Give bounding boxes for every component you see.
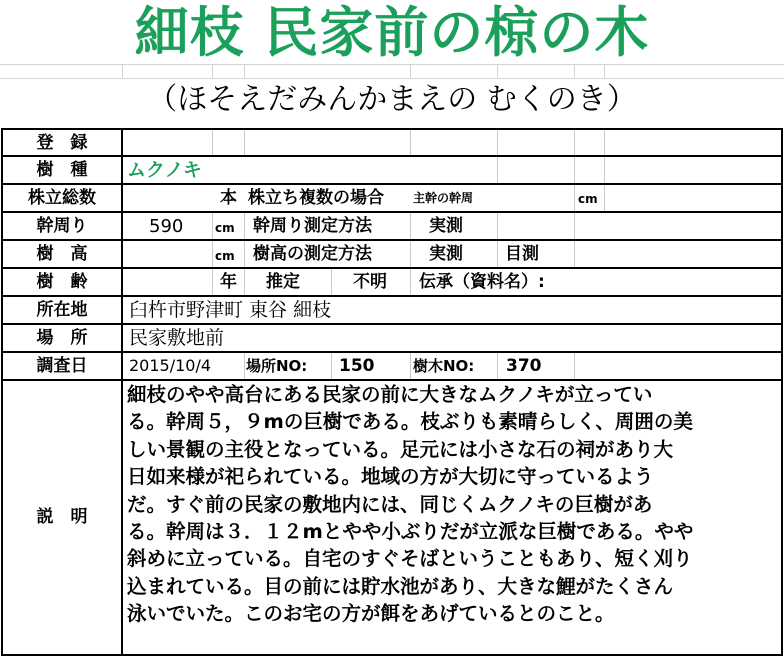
label-species: 樹 種 [36, 160, 88, 180]
age-unknown: 不明 [353, 272, 387, 292]
grid-line [0, 78, 784, 79]
border [1, 654, 783, 656]
girth-method-label: 幹周り測定方法 [253, 216, 372, 236]
girth-value: 590 [149, 216, 184, 237]
label-description: 説 明 [36, 507, 88, 527]
species-value: ムクノキ [127, 159, 202, 181]
survey-date-value: 2015/10/4 [129, 356, 212, 375]
grid-line [574, 352, 575, 380]
trunk-count-unit: 本 [220, 188, 237, 208]
place-no-label: 場所NO: [246, 357, 308, 375]
border [781, 128, 783, 656]
tree-no-value: 370 [506, 356, 542, 376]
description-line: 込まれている。目の前には貯水池があり、大きな鯉がたくさん [127, 574, 674, 598]
description-line: しい景観の主役となっている。足元には小さな石の祠があり大 [127, 437, 674, 461]
tree-no-label: 樹木NO: [413, 357, 475, 375]
grid-line [122, 64, 123, 79]
age-unit: 年 [220, 272, 237, 292]
grid-line [574, 128, 575, 268]
multi-trunk-label: 株立ち複数の場合 [248, 188, 384, 208]
grid-line [331, 352, 332, 380]
description-line: る。幹周は３．１２mとやや小ぶりだが立派な巨樹である。やや [127, 520, 694, 544]
label-age: 樹 齢 [36, 272, 88, 292]
main-trunk-unit: cm [578, 192, 598, 206]
main-trunk-girth-label: 主幹の幹周 [413, 191, 474, 205]
label-survey-date: 調査日 [36, 356, 88, 376]
girth-method-value: 実測 [429, 216, 463, 236]
age-tradition: 伝承（資料名）: [419, 272, 545, 292]
label-height: 樹 高 [36, 244, 88, 264]
grid-line [497, 352, 498, 380]
page-subtitle: （ほそえだみんかまえの むくのき） [147, 82, 637, 117]
description-line: 細枝のやや高台にある民家の前に大きなムクノキが立ってい [127, 383, 653, 406]
grid-line [244, 64, 245, 79]
label-location: 所在地 [36, 300, 88, 320]
grid-line [212, 64, 213, 79]
label-registration: 登 録 [36, 133, 88, 153]
height-unit: cm [215, 249, 235, 263]
height-method-label: 樹高の測定方法 [253, 244, 372, 264]
label-place: 場 所 [36, 328, 88, 348]
grid-line [604, 128, 605, 212]
grid-line [410, 64, 411, 79]
description-text [127, 381, 781, 628]
girth-unit: cm [215, 221, 235, 235]
location-value: 臼杵市野津町 東谷 細枝 [129, 299, 332, 321]
place-no-value: 150 [339, 356, 375, 376]
description-line: 泳いでいた。このお宅の方が餌をあげているとのこと。 [127, 602, 615, 626]
page-title: 細枝 民家前の椋の木 [134, 1, 650, 64]
grid-line [574, 64, 575, 79]
grid-line [604, 64, 605, 79]
height-method-1: 実測 [429, 244, 463, 264]
description-line: る。幹周５，９mの巨樹である。枝ぶりも素晴らしく、周囲の美 [127, 410, 693, 434]
grid-line [0, 64, 784, 65]
tree-record-table [1, 128, 783, 656]
description-line: 斜めに立っている。自宅のすぐそばということもあり、短く刈り [127, 547, 693, 571]
grid-line [497, 64, 498, 79]
grid-line [244, 268, 245, 296]
description-line: 日如来様が祀られている。地域の方が大切に守っているよう [127, 465, 654, 489]
label-girth: 幹周り [36, 216, 88, 236]
place-value: 民家敷地前 [129, 327, 225, 349]
border [121, 128, 123, 656]
grid-line [410, 268, 411, 296]
registration-value [127, 130, 427, 156]
grid-line [410, 352, 411, 380]
label-trunk-count: 株立総数 [28, 188, 96, 208]
description-line: だ。すぐ前の民家の敷地内には、同じくムクノキの巨樹があ [127, 492, 653, 516]
grid-line [331, 268, 332, 296]
grid-line [244, 352, 245, 380]
age-estimate: 推定 [266, 272, 300, 292]
height-method-2: 目測 [505, 244, 539, 264]
